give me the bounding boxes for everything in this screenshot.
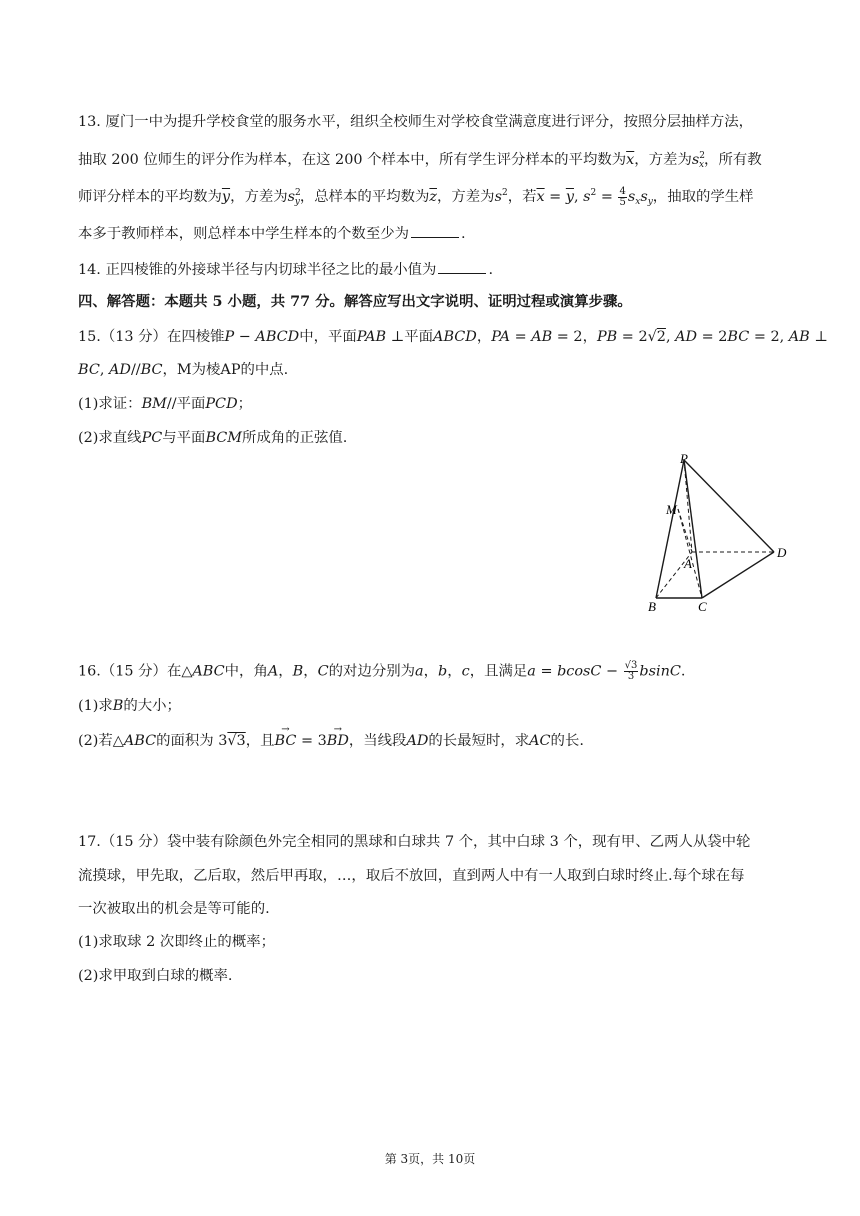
label-b: B [648,599,656,614]
q15-line-1: 15.（13 分）在四棱锥P − ABCD中，平面PAB ⊥平面ABCD，PA = AB = 2，PB = 2√2, AD = 2BC = 2, AB ⊥ [78,329,828,345]
student-mean-symbol: $\overline{x}$ [626,152,635,168]
q14-line: 14. 正四棱锥的外接球半径与内切球半径之比的最小值为 . [78,262,494,278]
answer-blank [411,225,459,238]
q13-line-2: 抽取 200 位师生的评分作为样本，在这 200 个样本中，所有学生评分样本的平均数为$\overline{x}$，方差为$s^2_x$，所有教 [78,151,762,170]
q15-line-2: BC, AD//BC，M为棱AP的中点. [78,362,289,378]
q16-line-1: 16.（15 分）在△ABC中，角A，B，C的对边分别为a，b，c，且满足a = bcosC − $\frac{√3}{3}$ bsinC. [78,660,686,682]
q17-line-2: 流摸球，甲先取，乙后取，然后甲再取，…，取后不放回，直到两人中有一人取到白球时终止.每个球在每 [78,868,745,884]
q17-line-1: 17.（15 分）袋中装有除颜色外完全相同的黑球和白球共 7 个，其中白球 3 个，现有甲、乙两人从袋中轮 [78,834,751,850]
label-m: M [666,502,677,517]
q16-part-1: (1)求B的大小； [78,698,181,714]
fraction-root3-over-3: $\frac{√3}{3}$ [624,660,638,682]
label-a: A [684,556,692,571]
q13-line-3: 师评分样本的平均数为$\overline{y}$，方差为$s^2_y$，总样本的平均数为$\overline{z}$，方差为$s^2$，若$\overline{x} = \overline{y}$, $s^2$ = $\frac{4}{5}$ $s_xs_y$，抽取的学生样 [78,185,754,208]
label-d: D [777,545,787,560]
q17-part-1: (1)求取球 2 次即终止的概率； [78,934,275,950]
q17-line-3: 一次被取出的机会是等可能的. [78,901,270,917]
q17-part-2: (2)求甲取到白球的概率. [78,968,233,984]
q13-line-1: 13. 厦门一中为提升学校食堂的服务水平，组织全校师生对学校食堂满意度进行评分，按照分层抽样方法， [78,114,754,130]
q16-part-2: (2)若△ABC的面积为 3√3，且→ BC = 3→ BD，当线段AD的长最短时，求AC的长. [78,731,778,751]
label-c: C [698,599,707,614]
label-p: P [680,451,688,466]
section-title: 四、解答题：本题共 5 小题，共 77 分。解答应写出文字说明、证明过程或演算步骤。 [78,293,632,310]
q13-line-4: 本多于教师样本，则总样本中学生样本的个数至少为 . [78,226,466,242]
pyramid-figure [640,448,800,618]
page-footer: 第 3页，共 10页 [384,1152,476,1166]
q15-part-2: (2)求直线PC与平面BCM所成角的正弦值. [78,430,348,446]
student-variance-symbol: s [691,152,700,168]
q15-part-1: (1)求证：BM//平面PCD； [78,396,253,412]
fraction-four-fifths: $\frac{4}{5}$ [619,185,626,208]
answer-blank [438,261,486,274]
